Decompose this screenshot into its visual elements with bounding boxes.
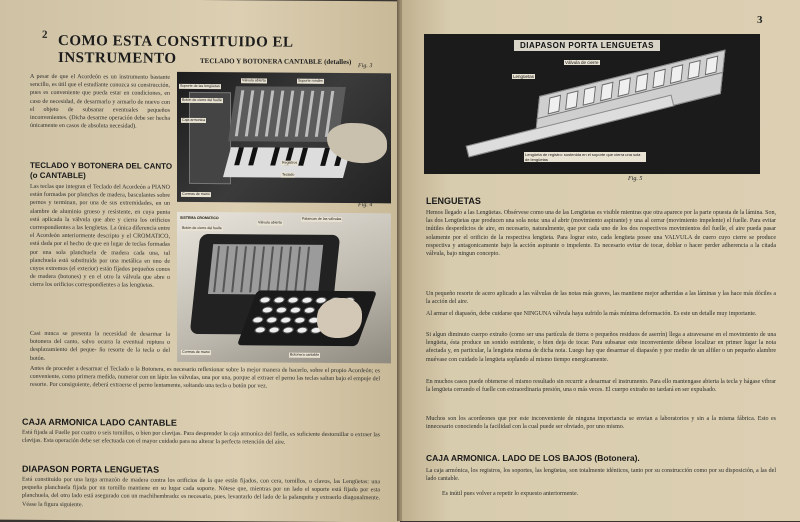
section-heading-caja: CAJA ARMONICA LADO CANTABLE bbox=[22, 416, 177, 428]
section-heading-diapason: DIAPASON PORTA LENGUETAS bbox=[22, 463, 160, 475]
callout: Correas de mano bbox=[182, 349, 210, 355]
lenguetas-paragraph-4: Si algun diminuto cuerpo extraño (como ser una partícula de tierra o pequeños residuos de aserrín) llega a atravesarse en el movimiento de una lengüeta, ésta produce un sonido estridente, o bien deja de tocar. Para subsanar este inconveniente débese localizar en primer lugar la nota afectada y, en particular, la lengüeta misma de dicha nota. Luego hay que desarmar el diapasón y por medio de un alfiler o un pequeño alambre muévase con cuidado la lengüeta soplando al mismo tiempo energicamente. bbox=[426, 332, 776, 363]
callout: Soporte rondlm bbox=[298, 78, 323, 83]
figure-3-photo bbox=[177, 72, 391, 203]
figure-4-photo bbox=[177, 212, 391, 363]
section-heading-teclado: TECLADO Y BOTONERA DEL CANTO (o CANTABLE) bbox=[30, 160, 173, 181]
figure-5-title: DIAPASON PORTA LENGUETAS bbox=[514, 40, 660, 51]
figure-3-label: Fig. 3 bbox=[358, 63, 373, 70]
callout: Válvula de cierre bbox=[565, 60, 599, 65]
section-heading-lenguetas: LENGUETAS bbox=[426, 196, 481, 206]
callout: Lengüeta de registro: sostenida en el soporte que cierra una sola de lengüetas bbox=[524, 152, 646, 162]
callout: SISTEMA CROMATICO bbox=[180, 215, 219, 221]
callout: Soporte de las lengüetas bbox=[180, 83, 220, 89]
callout: Válvula abierta bbox=[242, 78, 266, 83]
callout: Botón de cierre del fuelle bbox=[182, 225, 222, 231]
diapason-paragraph: Está constituido por una larga armazón de madera contra los orificios de la que están fijados, con cera, tornillos, o clavos, las Lengüetas: una pequeña planchuela fijada por un tornillo mantiene en su lugar cada soporte. Nótese que, mientras por un lado el soporte está fijado por esta planchuela, del otro lado está asegurado con un machihembrado: es necesario, pues, levantarlo del lado de la palanquita y extraerlo diagonalmente. Véase la figura siguiente. bbox=[22, 476, 380, 508]
section-heading-caja-bajos: CAJA ARMONICA. LADO DE LOS BAJOS (Botonera). bbox=[426, 453, 640, 463]
callout: Teclado bbox=[282, 172, 295, 177]
lenguetas-paragraph-1: Hemos llegado a las Lengüetas. Obsérvese como una de las Lengüetas es visible mientras que otra aparece por la parte opuesta de la lámina. Son, las dos Lengüetas que producen una sola nota: una al abrir (movimiento aspirante) y una al cerrar (movimiento impelente) el fuelle. Para evitar inútiles desperdicios de aire, en necesario, naturalmente, que por cada uno de los dos respectivos movimientos del fuelle, el aire pueda pasar solamente por el orificio de la respectiva lengüeta. Para lograr esto, cada lengüeta posee una VALVULA de cuero cuyo cierre se produce respectiva y antagonicamente bajo la acción aspirante o impelente. Es necesario evitar de tocar, doblar o hacer perder adherencia a la citada válvula, bajo ningun concepto. bbox=[426, 210, 776, 258]
page-subtitle: TECLADO Y BOTONERA CANTABLE (detalles) bbox=[200, 57, 352, 67]
page-number: 3 bbox=[757, 14, 763, 26]
figure-5-label: Fig. 5 bbox=[628, 176, 643, 182]
page-title: COMO ESTA CONSTITUIDO EL INSTRUMENTO bbox=[58, 33, 293, 67]
caja-bajos-paragraph-2: Es inútil pues volver a repetir lo expuesto anteriormente. bbox=[442, 491, 579, 497]
lenguetas-paragraph-2: Un pequeño resorte de acero aplicado a las válvulas de las notas más graves, las mantiene mejor adheridas a las láminas y las hace más dóciles a la acción del aire. bbox=[426, 291, 776, 306]
lenguetas-paragraph-5: En muchos casos puede obtenerse el mismo resultado sin recurrir a desarmar el instrumento. Para ello mantengase abierta la tecla y hágase vibrar la lengüeta cerrando el fuelle con extraordinaria presión, una o más veces. El cuerpo extraño no tardará en ser expulsado. bbox=[426, 379, 776, 394]
page-number: 2 bbox=[42, 28, 48, 41]
hand-shape bbox=[317, 298, 362, 338]
callout: Botón de cierre del fuelle bbox=[182, 97, 222, 103]
right-page bbox=[402, 0, 800, 521]
figure-5-photo bbox=[424, 34, 760, 174]
callout: Caja armonica bbox=[182, 117, 206, 123]
callout: Lengüetas bbox=[513, 74, 535, 79]
caja-bajos-paragraph-1: La caja armónica, los registros, los soportes, las lengüetas, son totalmente idénticos, tanto por su construcción como por su disposición, a las del lado cantable. bbox=[426, 468, 776, 483]
callout: Botonera cantable bbox=[290, 352, 320, 357]
teclado-paragraph-3: Antes de proceder a desarmar el Teclado o la Botonera, es necesario reflexionar sobre la mejor manera de hacerlo, sobre el propio Acordeón; es conveniente, como primera medida, numerar con un lápiz las válvulas, una por una, porque al extraer el perno las teclas saltan bajo el empuje del resorte. Por consiguiente, deberá extraerse el perno lentamente, soltando una tecla o botón por vez. bbox=[30, 365, 380, 390]
reed-grid bbox=[208, 244, 323, 295]
callout: Palancas de las válvulas bbox=[302, 216, 342, 221]
teclado-paragraph-2: Casi nunca se presenta la necesidad de desarmar la botonera del canto, salvo ocurra la eventual ruptura o desplazamiento del peque- ño resorte de la tecla o del botón. bbox=[30, 330, 170, 362]
lenguetas-paragraph-3: Al armar el diapasón, debe cuidarse que NINGUNA válvula haya sufrido la más mínima deformación. Es este un detalle muy importante. bbox=[426, 311, 757, 317]
caja-paragraph: Está fijada al Fuelle por cuatro o seis tornillos, o bien por clavijas. Para desprender la caja armonica del fuelle, es suficiente destornillar o extraer las clavijas. Esta operación debe ser efectuada con el mayor cuidado para no alterar la perfecta retención del aire. bbox=[22, 429, 380, 446]
teclado-paragraph: Las teclas que integran el Teclado del Acordeón a PIANO están formadas por planchas de madera, basculantes sobre pernos y terminan, por una de sus extremidades, en un alambre de aluminio grueso y resistente, en cuya punta está aplicada la válvula que abre y cierra los orificios correspondientes a las lengüetas. La única diferencia entre el Acordeón anteriormente descripto y el CROMATICO, está dada por el hecho de que en lugar de teclas formadas por una sola planchuela de madera cada una, tal planchuela está substituida por una metálica en uno de cuyos extremos (el exterior) están fijados pequeños conos de madera (botones) y en el otro la válvula que abre o cierra los orificios correspondientes a las lengüetas. bbox=[30, 183, 170, 290]
callout: Registros bbox=[282, 160, 298, 165]
figure-4-label: Fig. 4 bbox=[358, 202, 373, 209]
lenguetas-paragraph-6: Muchos son los acordeones que por este inconveniente de ninguna importancia se envian a laboratorios y sin a la misma fábrica. Esto es innecesario conociendo la facilidad con la cual puede ser obviado, por uno mismo. bbox=[426, 416, 776, 431]
callout: Válvula abierta bbox=[258, 220, 282, 225]
intro-paragraph: A pesar de que el Acordeón es un instrumento bastante sencillo, es útil que el estudiante conozca su construcción, pues es conveniente que pueda estar en condiciones, en caso de necesidad, de desarmarlo y armarlo de nuevo con el objeto de subsanar eventuales pequeños inconvenientes. (Dicha desarme operación debe ser hecha únicamente en casos de absoluta necesidad). bbox=[30, 73, 170, 130]
callout: Correas de mano bbox=[182, 191, 210, 197]
